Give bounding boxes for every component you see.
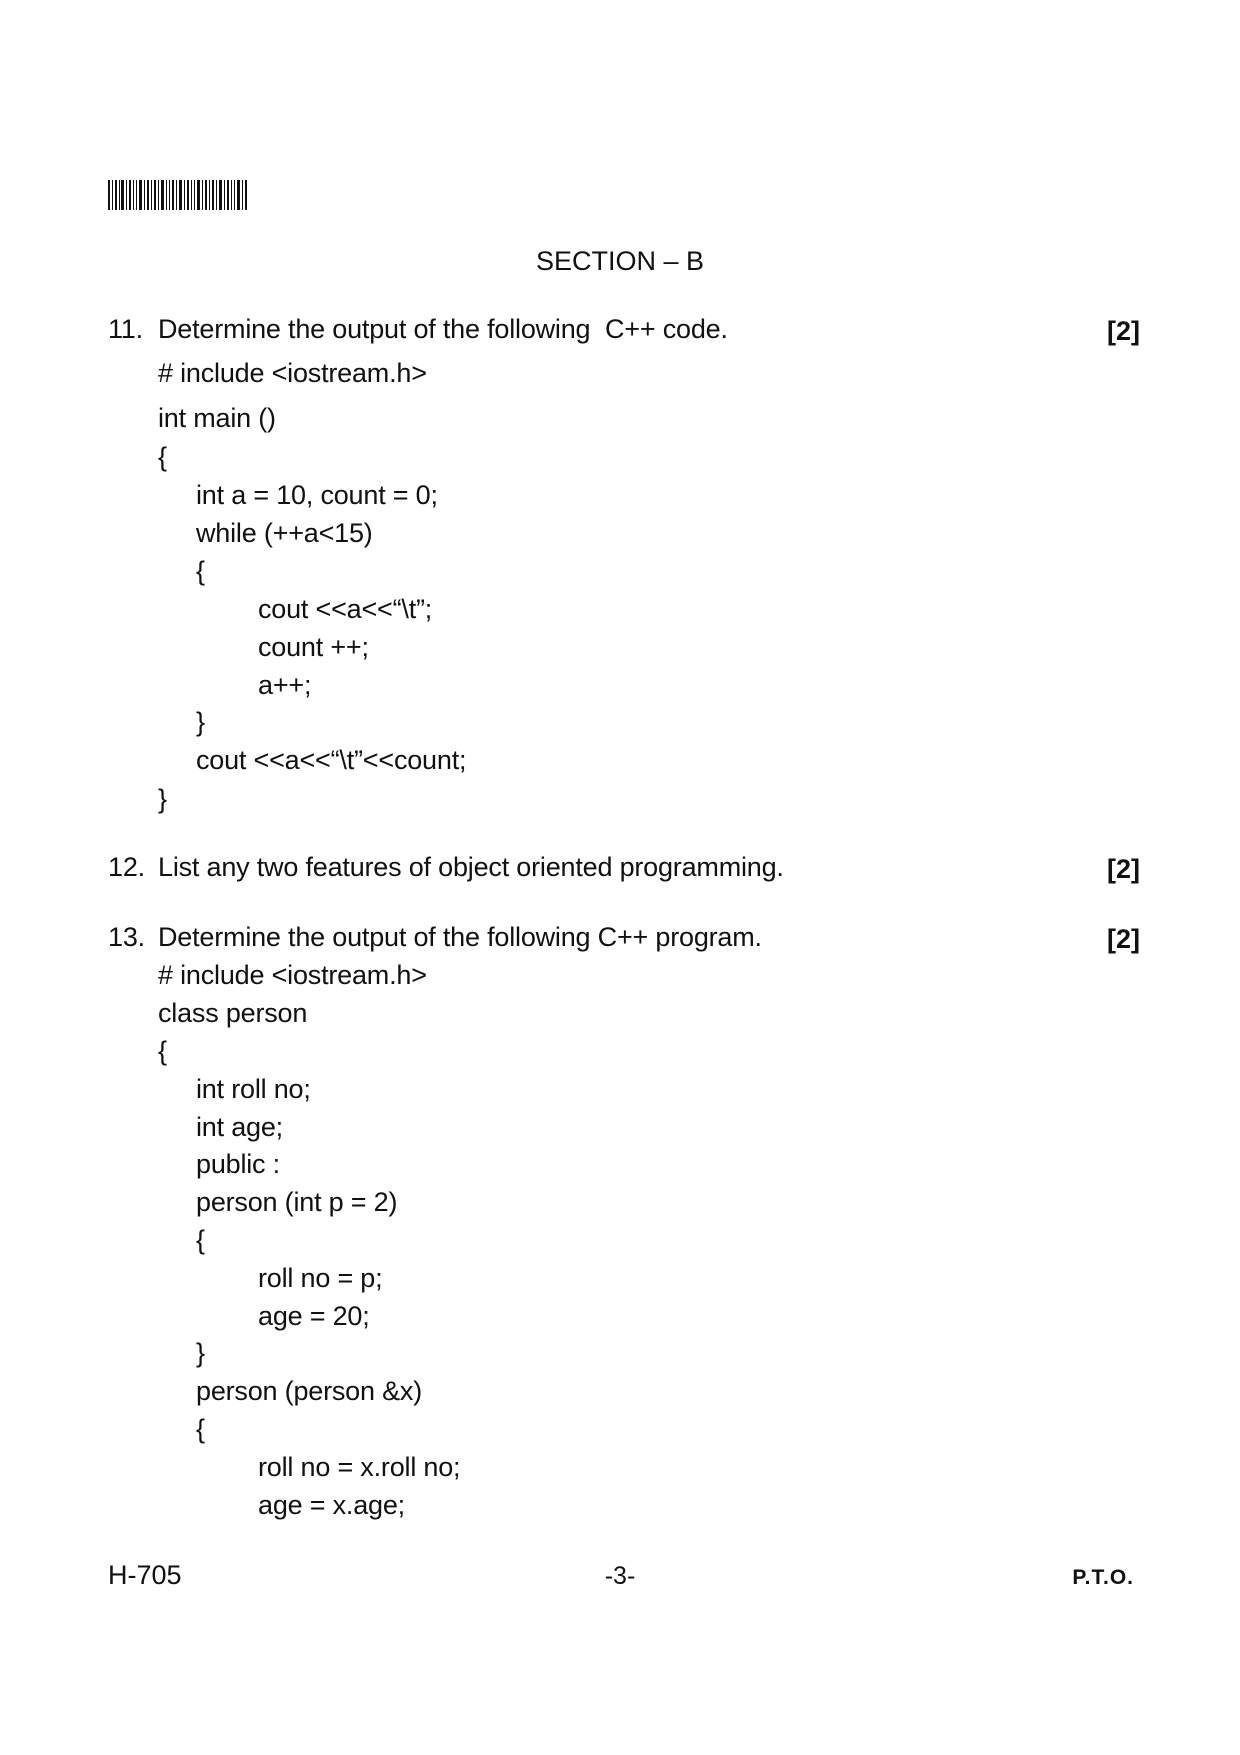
code-line: while (++a<15)	[196, 518, 373, 548]
code-line: }	[196, 707, 205, 737]
code-line: int a = 10, count = 0;	[196, 480, 438, 510]
code-line: public :	[196, 1149, 280, 1179]
page-number: -3-	[604, 1562, 636, 1590]
barcode-image	[108, 180, 248, 210]
code-line: }	[158, 784, 167, 814]
code-line: {	[196, 1225, 205, 1255]
question-text: Determine the output of the following C++ program.	[158, 922, 762, 952]
code-line: int age;	[196, 1112, 283, 1142]
code-line: count ++;	[258, 632, 369, 662]
code-line: {	[196, 556, 205, 586]
question-number: 11.	[108, 314, 143, 344]
code-line: int main ()	[158, 403, 276, 433]
code-line: cout <<a<<“\t”;	[258, 594, 433, 624]
paper-code: H-705	[108, 1560, 182, 1590]
code-line: roll no = p;	[258, 1263, 383, 1293]
code-line: {	[158, 1036, 167, 1066]
question-number: 12.	[108, 852, 145, 882]
code-line: a++;	[258, 670, 312, 700]
code-line: roll no = x.roll no;	[258, 1452, 461, 1482]
code-line: cout <<a<<“\t”<<count;	[196, 745, 467, 775]
question-marks: [2]	[1107, 854, 1140, 884]
code-line: int roll no;	[196, 1074, 311, 1104]
code-line: age = x.age;	[258, 1490, 405, 1520]
code-line: {	[158, 442, 167, 472]
code-line: # include <iostream.h>	[158, 358, 427, 388]
question-marks: [2]	[1107, 924, 1140, 954]
question-number: 13.	[108, 922, 145, 952]
code-line: class person	[158, 998, 308, 1028]
code-line: age = 20;	[258, 1301, 370, 1331]
pto-label: P.T.O.	[1072, 1566, 1134, 1589]
question-text: List any two features of object oriented programming.	[158, 852, 784, 882]
code-line: person (int p = 2)	[196, 1187, 398, 1217]
code-line: # include <iostream.h>	[158, 960, 427, 990]
question-marks: [2]	[1107, 316, 1140, 346]
code-line: person (person &x)	[196, 1376, 423, 1406]
code-line: {	[196, 1414, 205, 1444]
section-title: SECTION – B	[535, 246, 705, 276]
question-text: Determine the output of the following C++ code.	[158, 314, 728, 344]
code-line: }	[196, 1338, 205, 1368]
